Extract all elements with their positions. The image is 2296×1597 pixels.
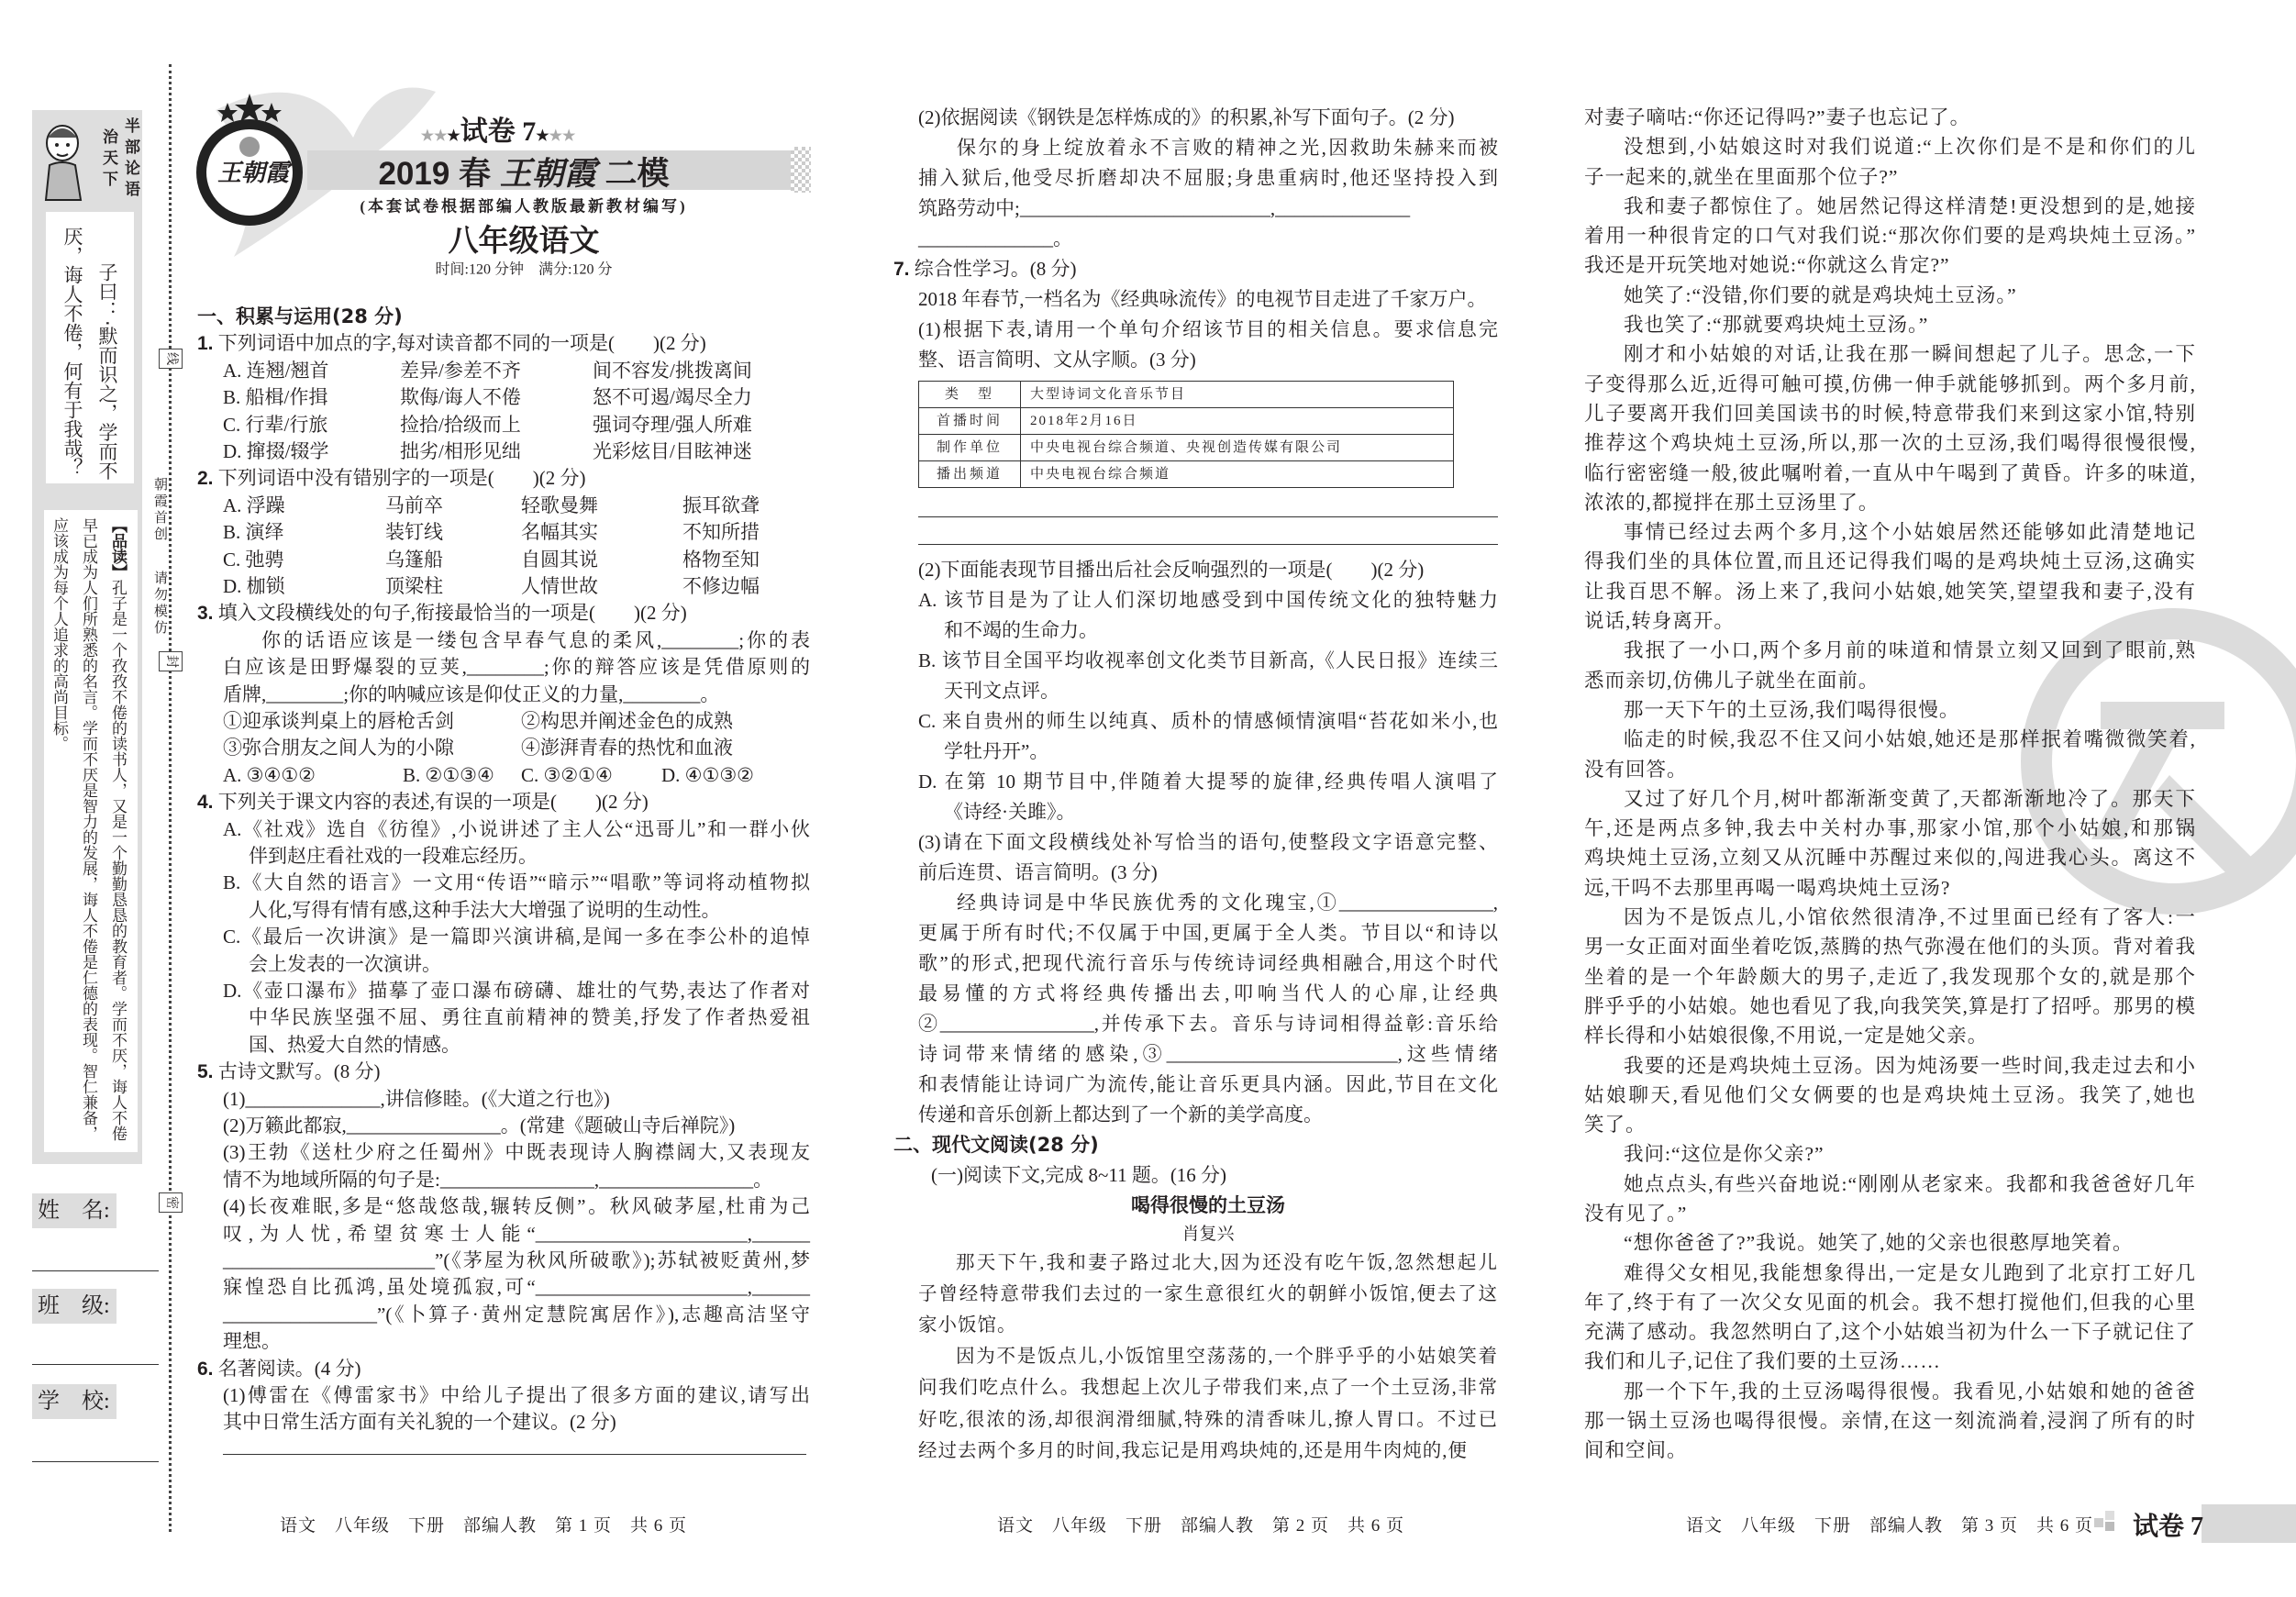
story-line: 推荐这个鸡块炖土豆汤,所以,那一次的土豆汤,我们喝得很慢很慢, xyxy=(1584,432,2196,455)
option-row xyxy=(197,493,810,519)
option-row xyxy=(197,573,810,600)
option-cell: 强词夺理/强人所难 xyxy=(593,413,752,436)
table-row xyxy=(919,407,1454,434)
option-line: D. 在第 10 期节目中,伴随着大提琴的旋律,经典传唱人演唱了 xyxy=(918,770,1498,793)
option-cell: 捡拾/拾级而上 xyxy=(400,413,521,436)
option-cell: D. 撺掇/辍学 xyxy=(223,439,329,462)
corner-exam-tag: 试卷 7 xyxy=(2133,1513,2204,1541)
sub-question-line: 其中日常生活方面有关礼貌的一个建议。(2 分) xyxy=(223,1411,616,1434)
option-row xyxy=(197,438,810,465)
option-cell: 拙劣/相形见绌 xyxy=(400,439,521,462)
passage-line: 你的话语应该是一缕包含早春气息的柔风,________;你的表 xyxy=(261,628,810,651)
option-cell: 不修边幅 xyxy=(682,574,760,597)
option-line: 人化,写得有情有感,这种手法大大增强了说明的生动性。 xyxy=(249,898,721,921)
class-field[interactable] xyxy=(32,1289,116,1324)
option-cell: D. ④①③② xyxy=(661,763,754,786)
page3-column xyxy=(1584,103,2196,1466)
option-cell: 名幅其实 xyxy=(521,521,598,544)
story-line: 刚才和小姑娘的对话,让我在那一瞬间想起了儿子。思念,一下 xyxy=(1624,343,2196,366)
option-cell: ④澎湃青春的热忱和血液 xyxy=(521,737,733,760)
option-cell: A. 浮躁 xyxy=(223,494,285,516)
story-line: 午,还是两点多钟,我去中关村办事,那家小馆,那个小姑娘,和那锅 xyxy=(1584,817,2196,840)
pindu-box xyxy=(44,510,138,1152)
reading-intro: (一)阅读下文,完成 8~11 题。(16 分) xyxy=(931,1163,1227,1186)
copyright-notice-b: 请勿模仿 xyxy=(152,571,167,637)
question-number: 7. xyxy=(893,259,910,280)
intro-line: (1)根据下表,请用一个单句介绍该节目的相关信息。要求信息完 xyxy=(918,318,1498,340)
story-line: 我们和儿子,记住了我们要的土豆汤…… xyxy=(1584,1350,1941,1373)
page1-column xyxy=(197,304,810,1436)
option-cell: 顶梁柱 xyxy=(385,574,443,597)
pindu-label: 【品读】 xyxy=(108,517,127,580)
passage-line: 保尔的身上绽放着永不言败的精神之光,因救助朱赫来而被 xyxy=(957,137,1498,159)
option-cell: 人情世故 xyxy=(521,574,598,597)
passage-line: 歌”的形式,把现代流行音乐与传统诗词经典相融合,用这个时代 xyxy=(918,951,1498,974)
text-block xyxy=(197,816,810,1059)
option-line: 会上发表的一次演讲。 xyxy=(249,952,441,975)
question-stem: 名著阅读。(4 分) xyxy=(217,1357,361,1380)
table-value: 中央电视台综合频道 xyxy=(1021,460,1454,487)
brand-logo-text: 王朝霞 xyxy=(216,160,289,186)
question-stem: 下列关于课文内容的表述,有误的一项是( )(2 分) xyxy=(217,791,649,814)
option-cell: ③弥合朋友之间人为的小隙 xyxy=(223,737,454,760)
table-key: 类 型 xyxy=(919,381,1021,407)
story-line: 我要的还是鸡块炖土豆汤。因为炖汤要一些时间,我走过去和小 xyxy=(1624,1054,2196,1077)
story-line: 因为不是饭点儿,小饭馆里空荡荡的,一个胖乎乎的小姑娘笑着 xyxy=(956,1347,1498,1368)
option-cell: 光彩炫目/目眩神迷 xyxy=(593,439,752,462)
story-line: 问我们吃点什么。我想起上次儿子带我们来,点了一个土豆汤,非常 xyxy=(918,1378,1498,1399)
option-cell: D. 枷锁 xyxy=(223,574,285,597)
option-cell: ①迎承谈判桌上的唇枪舌剑 xyxy=(223,709,454,732)
option-cell: 轻歌曼舞 xyxy=(521,494,598,516)
story-line: 那一天下午的土豆汤,我们喝得很慢。 xyxy=(1624,698,1960,721)
star-icon: ★ xyxy=(447,128,460,144)
option-row xyxy=(197,412,810,438)
dictation-line: (3)王勃《送杜少府之任蜀州》中既表现诗人胸襟阔大,又表现友 xyxy=(223,1141,810,1164)
quote-box xyxy=(46,212,134,483)
question-5 xyxy=(197,1059,810,1355)
sub-question-line: (3)请在下面文段横线处补写恰当的语句,使整段文字语意完整、 xyxy=(918,830,1498,853)
page1-footer: 语文 八年级 下册 部编人教 第 1 页 共 6 页 xyxy=(279,1516,688,1536)
answer-options-row xyxy=(197,762,810,789)
story-line: 我问:“这位是你父亲?” xyxy=(1624,1143,1825,1166)
option-line: D.《壶口瀑布》描摹了壶口瀑布磅礴、雄壮的气势,表达了作者对 xyxy=(223,979,810,1002)
question-stem: 下列词语中加点的字,每对读音都不同的一项是( )(2 分) xyxy=(217,332,706,355)
page3-footer: 语文 八年级 下册 部编人教 第 3 页 共 6 页 xyxy=(1685,1516,2094,1536)
story-line: 间和空间。 xyxy=(1584,1439,1688,1462)
story-line: 她点点头,有些兴奋地说:“刚刚从老家来。我都和我爸爸好几年 xyxy=(1624,1172,2196,1195)
text-block xyxy=(197,1086,810,1356)
section-title-2: 二、现代文阅读(28 分) xyxy=(893,1133,1099,1156)
option-row xyxy=(197,384,810,411)
binding-mark-xian: 线 xyxy=(159,349,183,369)
option-cell: ②构思并阐述金色的成熟 xyxy=(521,709,733,732)
option-cell: 差异/参差不齐 xyxy=(400,359,521,382)
binding-mark-mi: 密 xyxy=(159,1192,183,1213)
story-line: 她笑了:“没错,你们要的就是鸡块炖土豆汤。” xyxy=(1624,283,2017,306)
sub-question-line: (1)傅雷在《傅雷家书》中给儿子提出了很多方面的建议,请写出 xyxy=(223,1384,810,1407)
passage-line: 和表情能让诗词广为流传,能让音乐更具内涵。因此,节目在文化 xyxy=(918,1072,1498,1095)
question-4 xyxy=(197,789,810,1059)
story-line: 姑娘聊天,看见他们父女俩要的也是鸡块炖土豆汤。我笑了,她也 xyxy=(1584,1083,2196,1106)
passage-line: 传递和音乐创新上都达到了一个新的美学高度。 xyxy=(918,1103,1323,1126)
story-line: 子变得那么近,近得可触可摸,仿佛一伸手就能够抓到。两个多月前, xyxy=(1584,372,2196,395)
dictation-line: (2)万籁此都寂,________________。(常建《题破山寺后禅院》) xyxy=(223,1115,736,1137)
option-line: A.《社戏》选自《彷徨》,小说讲述了主人公“迅哥儿”和一群小伙 xyxy=(223,817,810,840)
question-number: 2. xyxy=(197,468,214,490)
passage-line: 筑路劳动中;__________________________,______________ xyxy=(918,197,1411,219)
table-key: 制作单位 xyxy=(919,434,1021,460)
option-line: B. 该节目全国平均收视率创文化类节目新高,《人民日报》连续三 xyxy=(918,649,1498,671)
question-stem: 填入文段横线处的句子,衔接最恰当的一项是( )(2 分) xyxy=(217,602,687,625)
copyright-notice-a: 朝霞首创 xyxy=(152,477,167,543)
option-cell: B. 演绎 xyxy=(223,521,284,544)
confucius-cartoon-icon xyxy=(37,117,92,205)
exam-number: 试卷 7 xyxy=(460,116,537,147)
text-block xyxy=(918,1248,1498,1467)
text-block xyxy=(197,627,810,708)
dictation-line: 叹,为人忧,希望贫寒士人能“______________________,______ xyxy=(223,1222,810,1245)
option-cell: 怒不可遏/竭尽全力 xyxy=(593,386,752,409)
name-field[interactable] xyxy=(32,1193,116,1228)
passage-line: 盾牌,________;你的呐喊应该是仰仗正义的力量,________。 xyxy=(223,682,720,705)
story-line: 又过了好几个月,树叶都渐渐变黄了,天都渐渐地冷了。那天下 xyxy=(1624,787,2196,810)
table-value: 大型诗词文化音乐节目 xyxy=(1021,381,1454,407)
option-line: 《诗经·关雎》。 xyxy=(944,800,1076,823)
title-suffix: 二模 xyxy=(605,156,670,192)
option-cell: 乌篷船 xyxy=(385,548,443,571)
story-line: 让我百思不解。汤上来了,我问小姑娘,她笑笑,望望我和妻子,没有 xyxy=(1584,580,2196,603)
passage-line: 捕入狱后,他受尽折磨却决不屈服;身患重病时,他还坚持投入到 xyxy=(918,167,1498,189)
option-line: C.《最后一次讲演》是一篇即兴演讲稿,是闻一多在李公朴的追悼 xyxy=(223,926,810,948)
blank-line: ______________。 xyxy=(918,227,1072,250)
text-block xyxy=(918,284,1498,375)
option-grid xyxy=(197,493,810,601)
option-cell: 间不容发/挑拨离间 xyxy=(593,359,752,382)
option-cell: 振耳欲聋 xyxy=(682,494,760,516)
story-line: 子曾经特意带我们去过的一家生意很红火的朝鲜小饭馆,便去了这 xyxy=(918,1283,1498,1304)
story-line: 因为不是饭点儿,小馆依然很清净,不过里面已经有了客人:一 xyxy=(1624,906,2196,929)
story-line: 临行密密缝一般,彼此嘱咐着,一直从中午喝到了黄昏。许多的味道, xyxy=(1584,461,2196,484)
exam-meta: 时间:120 分钟 满分:120 分 xyxy=(435,261,613,278)
story-line: 好吃,很浓的汤,却很润滑细腻,特殊的清香味儿,撩人胃口。不过已 xyxy=(918,1409,1498,1430)
binding-mark-feng: 封 xyxy=(159,651,183,671)
option-line: 天刊文点评。 xyxy=(944,679,1059,702)
dictation-line: (1)______________,讲信修睦。(《大道之行也》) xyxy=(223,1087,610,1110)
story-line: 笑了。 xyxy=(1584,1114,1647,1137)
story-line: 着用一种很肯定的口气对我们说:“那次你们要的是鸡块炖土豆汤。” xyxy=(1584,225,2196,248)
story-line: 事情已经过去两个多月,这个小姑娘居然还能够如此清楚地记 xyxy=(1624,521,2196,544)
dictation-line: (4)长夜难眠,多是“悠哉悠哉,辗转反侧”。秋风破茅屋,杜甫为己 xyxy=(223,1195,810,1218)
question-stem: 综合性学习。(8 分) xyxy=(914,258,1077,280)
dictation-line: 理想。 xyxy=(223,1330,281,1353)
question-stem: 古诗文默写。(8 分) xyxy=(217,1060,381,1083)
page2-footer: 语文 八年级 下册 部编人教 第 2 页 共 6 页 xyxy=(996,1516,1405,1536)
question-stem: 下列词语中没有错别字的一项是( )(2 分) xyxy=(217,467,586,490)
story-line: 远,干吗不去那里再喝一喝鸡块炖土豆汤? xyxy=(1584,876,1951,899)
story-line: 我也笑了:“那就要鸡块炖土豆汤。” xyxy=(1624,314,1929,337)
story-line: 儿子要离开我们回美国读书的时候,特意带我们来到这家小馆,特别 xyxy=(1584,402,2196,425)
story-line: 临走的时候,我忍不住又问小姑娘,她还是那样抿着嘴微微笑着, xyxy=(1624,728,2196,751)
title-band-pattern xyxy=(791,147,811,193)
story-line: 得我们坐的具体位置,而且还记得我们喝的是鸡块炖土豆汤,这确实 xyxy=(1584,550,2196,573)
exam-tag xyxy=(421,108,576,149)
story-line: 没想到,小姑娘这时对我们说道:“上次你们是不是和你们的儿 xyxy=(1624,136,2196,159)
corner-squares xyxy=(2094,1518,2103,1527)
q7-answer-area[interactable] xyxy=(918,488,1498,555)
subject-title: 八年级语文 xyxy=(448,222,600,259)
page2-column xyxy=(893,103,1498,1467)
text-block xyxy=(918,103,1498,133)
question-number: 4. xyxy=(197,792,214,814)
quote-right-column: 子曰：·默而识之，学而不 xyxy=(96,262,118,481)
question-6 xyxy=(197,1356,810,1436)
program-info-table xyxy=(918,381,1454,488)
answer-line[interactable] xyxy=(918,544,1498,545)
intro-line: 整、语言简明、文从字顺。(3 分) xyxy=(918,349,1196,371)
motto-part-b: 治天下 xyxy=(99,128,117,192)
option-line: C. 来自贵州的师生以纯真、质朴的情感倾情演唱“苔花如米小,也 xyxy=(918,709,1498,732)
table-value: 2018年2月16日 xyxy=(1021,407,1454,434)
story-line: 我还是开玩笑地对她说:“你就这么肯定?” xyxy=(1584,254,1950,277)
option-cell: 不知所措 xyxy=(682,521,760,544)
story-line: 悉而亲切,仿佛儿子就坐在面前。 xyxy=(1584,669,1880,692)
passage-line: 经典诗词是中华民族优秀的文化瑰宝,①________________, xyxy=(957,891,1498,914)
text-block xyxy=(918,555,1498,585)
name-blank-line[interactable] xyxy=(32,1270,159,1271)
passage-line: 白应该是田野爆裂的豆荚,________;你的辩答应该是凭借原则的 xyxy=(223,656,810,679)
option-row xyxy=(197,519,810,546)
question-number: 6. xyxy=(197,1358,214,1380)
option-grid xyxy=(197,708,810,762)
text-block xyxy=(918,133,1498,224)
story-line: 那一个下午,我的土豆汤喝得很慢。我看见,小姑娘和她的爸爸 xyxy=(1624,1380,2196,1403)
story-line: 年了,终于有了一次父女见面的机会。我不想打搅他们,但我的心里 xyxy=(1584,1291,2196,1314)
exam-title xyxy=(378,149,669,194)
brand-name: 王朝霞 xyxy=(499,156,596,192)
table-row xyxy=(919,381,1454,407)
name-label: 姓 名: xyxy=(32,1193,116,1228)
story-line: 那天下午,我和妻子路过北大,因为还没有吃午饭,忽然想起儿 xyxy=(956,1252,1498,1273)
pindu-text xyxy=(44,517,132,1147)
option-grid xyxy=(197,358,810,466)
section-title-1: 一、积累与运用(28 分) xyxy=(197,305,403,327)
quote-left-column: 厌，诲人不倦，何有于我哉？ xyxy=(61,227,83,477)
story-author: 肖复兴 xyxy=(1181,1224,1235,1244)
story-line: 那一锅土豆汤也喝得很慢。亲情,在这一刻流淌着,浸润了所有的时 xyxy=(1584,1410,2196,1433)
text-block xyxy=(918,888,1498,1130)
text-block xyxy=(197,1382,810,1436)
story-line: 子一起来的,就坐在里面那个位子?” xyxy=(1584,165,1899,188)
table-key: 首播时间 xyxy=(919,407,1021,434)
option-cell: C. 弛骋 xyxy=(223,548,284,571)
sub-question-line: (2)下面能表现节目播出后社会反响强烈的一项是( )(2 分) xyxy=(918,558,1425,581)
question-2 xyxy=(197,465,810,600)
story-line: 我和妻子都惊住了。她居然记得这样清楚!更没想到的是,她接 xyxy=(1624,194,2196,217)
question-number: 5. xyxy=(197,1061,214,1083)
choice-row xyxy=(197,735,810,761)
corner-band xyxy=(2202,1504,2296,1543)
passage-line: 最易懂的方式将经典传播出去,叩响当代人的心扉,让经典 xyxy=(918,981,1498,1004)
q6-answer-line[interactable] xyxy=(223,1454,806,1455)
question-number: 3. xyxy=(197,603,214,625)
option-cell: C. ③②①④ xyxy=(521,763,613,786)
school-label: 学 校: xyxy=(32,1384,116,1419)
table-key: 播出频道 xyxy=(919,460,1021,487)
option-cell: 马前卒 xyxy=(385,494,443,516)
passage-line: 更属于所有时代;不仅属于中国,更属于全人类。节目以“和诗以 xyxy=(918,921,1498,944)
story-line: 对妻子嘀咕:“你还记得吗?”妻子也忘记了。 xyxy=(1584,106,1971,128)
text-block xyxy=(918,827,1498,888)
passage-line: 诗词带来情绪的感染,③________________________,这些情绪 xyxy=(918,1042,1498,1065)
story-line: 没有见了。” xyxy=(1584,1202,1688,1225)
story-line: 鸡块炖土豆汤,立刻又从沉睡中苏醒过来似的,闯进我心头。离这不 xyxy=(1584,847,2196,870)
option-cell: B. 船楫/作揖 xyxy=(223,386,328,409)
option-line: A. 该节目是为了让人们深切地感受到中国传统文化的独特魅力 xyxy=(918,588,1498,611)
option-line: 中华民族坚强不屈、勇往直前精神的赞美,抒发了作者热爱祖 xyxy=(249,1006,810,1029)
table-value: 中央电视台综合频道、央视创造传媒有限公司 xyxy=(1021,434,1454,460)
option-row xyxy=(197,358,810,384)
choice-row xyxy=(197,708,810,735)
dictation-line: ______________________”(《茅屋为秋风所破歌》);苏轼被贬黄州,梦 xyxy=(223,1249,810,1272)
story-line: 充满了感动。我忽然明白了,这个小姑娘当初为什么一下子就记住了 xyxy=(1584,1321,2196,1344)
question-3 xyxy=(197,600,810,789)
option-line: 学牡丹开”。 xyxy=(944,739,1049,762)
school-blank-line[interactable] xyxy=(32,1461,159,1462)
star-icon: ★★ xyxy=(549,128,576,144)
table-row xyxy=(919,434,1454,460)
option-line: 伴到赵庄看社戏的一段难忘经历。 xyxy=(249,844,538,867)
class-label: 班 级: xyxy=(32,1289,116,1324)
option-cell: 装钉线 xyxy=(385,521,443,544)
dictation-line: 寐惶恐自比孤鸿,虽处境孤寂,可“______________________,______ xyxy=(223,1276,810,1299)
text-block xyxy=(1584,103,2196,1466)
table-row xyxy=(919,460,1454,487)
option-cell: 格物至知 xyxy=(682,548,760,571)
story-line: “想你爸爸了?”我说。她笑了,她的父亲也很憨厚地笑着。 xyxy=(1624,1232,2134,1255)
option-cell: B. ②①③④ xyxy=(403,763,494,786)
title-prefix: 2019 春 xyxy=(378,156,492,192)
story-line: 说话,转身离开。 xyxy=(1584,610,1735,633)
text-block xyxy=(918,585,1498,827)
sub-question-line: 前后连贯、语言简明。(3 分) xyxy=(918,860,1158,883)
story-line: 难得父女相见,我能想象得出,一定是女儿跑到了北京打工好几 xyxy=(1624,1261,2196,1284)
option-cell: 自圆其说 xyxy=(521,548,598,571)
passage-line: ②________________,并传承下去。音乐与诗词相得益彰:音乐给 xyxy=(918,1012,1498,1035)
binding-dotted-line xyxy=(169,64,172,1532)
option-line: 国、热爱大自然的情感。 xyxy=(249,1033,460,1056)
school-field[interactable] xyxy=(32,1384,116,1419)
star-icon: ★ xyxy=(536,128,549,144)
intro-line: 2018 年春节,一档名为《经典咏流传》的电视节目走进了千家万户。 xyxy=(918,288,1487,310)
option-cell: C. 行辈/行旅 xyxy=(223,413,328,436)
option-grid xyxy=(197,762,810,789)
dictation-line: ________________”(《卜算子·黄州定慧院寓居作》),志趣高洁坚守 xyxy=(223,1303,810,1325)
question-7 xyxy=(893,254,1498,1130)
story-line: 没有回答。 xyxy=(1584,758,1688,781)
question-1 xyxy=(197,330,810,465)
story-line: 浓浓的,都搅拌在那土豆汤里了。 xyxy=(1584,491,1880,514)
option-cell: A. 连翘/翘首 xyxy=(223,359,329,382)
story-line: 我抿了一小口,两个多月前的味道和情景立刻又回到了眼前,熟 xyxy=(1624,639,2196,662)
story-line: 家小饭馆。 xyxy=(918,1314,1017,1336)
story-line: 男一女正面对面坐着吃饭,蒸腾的热气弥漫在他们的头顶。背对着我 xyxy=(1584,936,2196,959)
star-icon: ★★ xyxy=(420,128,448,144)
class-blank-line[interactable] xyxy=(32,1364,159,1365)
story-line: 坐着的是一个年龄颇大的男子,走近了,我发现那个女的,就是那个 xyxy=(1584,965,2196,988)
story-title: 喝得很慢的土豆汤 xyxy=(1131,1193,1285,1216)
answer-line[interactable] xyxy=(918,516,1498,517)
option-cell: 欺侮/诲人不倦 xyxy=(400,386,521,409)
dictation-line: 情不为地域所隔的句子是:________________,________________。 xyxy=(223,1168,773,1191)
story-line: 样长得和小姑娘很像,不用说,一定是她父亲。 xyxy=(1584,1025,1989,1048)
story-line: 胖乎乎的小姑娘。她也看见了我,向我笑笑,算是打了招呼。那男的模 xyxy=(1584,994,2196,1017)
option-row xyxy=(197,547,810,573)
option-line: B.《大自然的语言》一文用“传语”“暗示”“唱歌”等词将动植物拟 xyxy=(223,871,810,894)
option-cell: A. ③④①② xyxy=(223,763,316,786)
pindu-body: 孔子是一个孜孜不倦的读书人，又是一个勤勤恳恳的教育者。学而不厌，诲人不倦早已成为人们所熟悉的名言。学而不厌是智力的发展，诲人不倦是仁德的表现。智仁兼备，应该成为每个人追求的高尚目标。 xyxy=(50,517,127,1141)
exam-subtitle: (本套试卷根据部编人教版最新教材编写) xyxy=(360,197,688,216)
text-block xyxy=(918,224,1498,254)
question-number: 1. xyxy=(197,333,214,355)
motto-part-a: 半部论语 xyxy=(121,117,139,202)
story-line: 经过去两个多月的时间,我忘记是用鸡块炖的,还是用牛肉炖的,便 xyxy=(918,1440,1468,1461)
option-line: 和不竭的生命力。 xyxy=(944,618,1098,641)
sub-question-line: (2)依据阅读《钢铁是怎样炼成的》的积累,补写下面句子。(2 分) xyxy=(918,106,1455,128)
